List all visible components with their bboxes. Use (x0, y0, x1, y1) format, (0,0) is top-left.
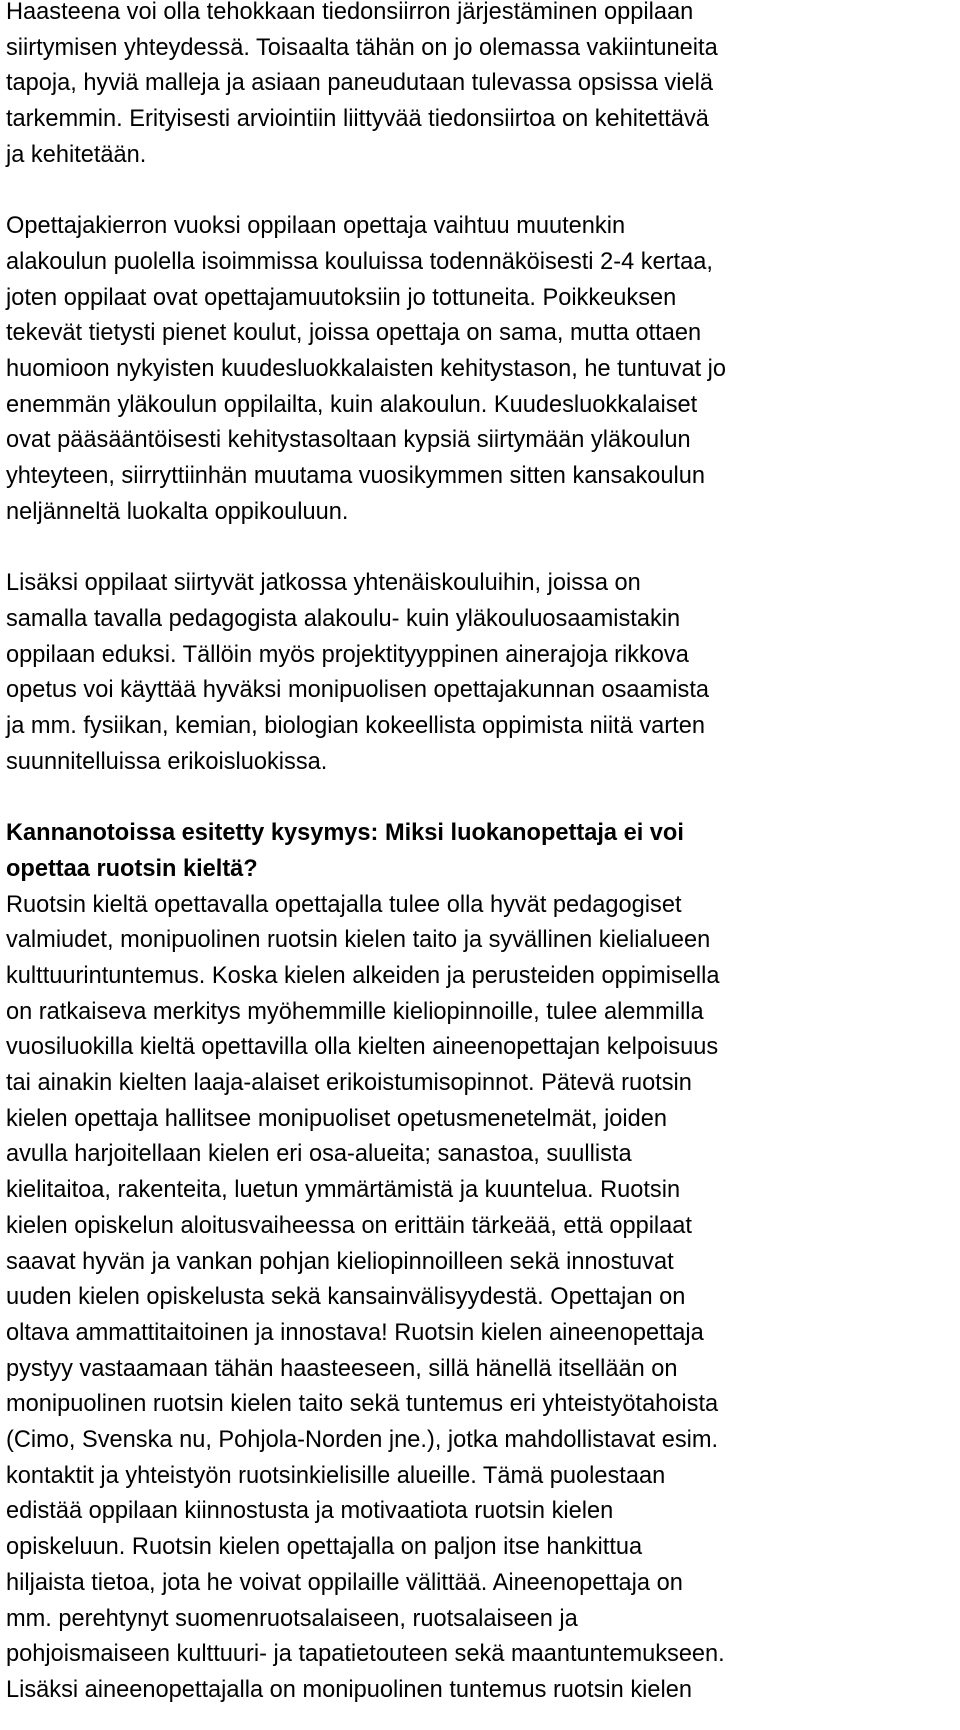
text-line: kielen opiskelun aloitusvaiheessa on erittäin tärkeää, että oppilaat (6, 1212, 692, 1239)
paragraph-spacer (6, 174, 956, 210)
text-line: opetus voi käyttää hyväksi monipuolisen opettajakunnan osaamista (6, 677, 709, 704)
text-line: ovat pääsääntöisesti kehitystasoltaan kypsiä siirtymään yläkoulun (6, 427, 691, 454)
text-line: joten oppilaat ovat opettajamuutoksiin jo tottuneita. Poikkeuksen (6, 284, 677, 311)
text-line: huomioon nykyisten kuudesluokkalaisten kehitystason, he tuntuvat jo (6, 356, 727, 383)
text-line: Opettajakierron vuoksi oppilaan opettaja vaihtuu muutenkin (6, 213, 626, 240)
paragraph-spacer (6, 531, 956, 567)
text-line: alakoulun puolella isoimmissa kouluissa todennäköisesti 2-4 kertaa, (6, 248, 713, 275)
text-line: Lisäksi aineenopettajalla on monipuolinen tuntemus ruotsin kielen (6, 1677, 692, 1703)
text-line: (Cimo, Svenska nu, Pohjola-Norden jne.), jotka mahdollistavat esim. (6, 1427, 719, 1454)
text-line: suunnitelluissa erikoisluokissa. (6, 748, 328, 775)
paragraph-ruotsin-opettaja (6, 888, 956, 1709)
text-line: avulla harjoitellaan kielen eri osa-alueita; sanastoa, suullista (6, 1141, 632, 1168)
document-page (6, 0, 956, 1709)
text-line: enemmän yläkoulun oppilailta, kuin alakoulun. Kuudesluokkalaiset (6, 391, 698, 418)
text-line: valmiudet, monipuolinen ruotsin kielen taito ja syvällinen kielialueen (6, 927, 711, 954)
text-line: siirtymisen yhteydessä. Toisaalta tähän on jo olemassa vakiintuneita (6, 34, 718, 61)
paragraph-opettajakierto (6, 209, 956, 530)
text-line: hiljaista tietoa, jota he voivat oppilaille välittää. Aineenopettaja on (6, 1569, 683, 1596)
text-line: tarkemmin. Erityisesti arviointiin liittyvää tiedonsiirtoa on kehitettävä (6, 106, 709, 133)
text-line: ja kehitetään. (6, 141, 147, 168)
text-line: kielen opettaja hallitsee monipuoliset opetusmenetelmät, joiden (6, 1105, 668, 1132)
text-line: yhteyteen, siirryttiinhän muutama vuosikymmen sitten kansakoulun (6, 463, 705, 490)
text-line: edistää oppilaan kiinnostusta ja motivaatiota ruotsin kielen (6, 1498, 614, 1525)
text-line: tapoja, hyviä malleja ja asiaan paneudutaan tulevassa opsissa vielä (6, 70, 713, 97)
text-line: kulttuurintuntemus. Koska kielen alkeiden ja perusteiden oppimisella (6, 962, 720, 989)
paragraph-tiedonsiirto (6, 0, 956, 174)
paragraph-yhtenaiskoulut (6, 566, 956, 780)
text-line: neljänneltä luokalta oppikouluun. (6, 498, 349, 525)
text-line: samalla tavalla pedagogista alakoulu- kuin yläkouluosaamistakin (6, 605, 681, 632)
text-line: Lisäksi oppilaat siirtyvät jatkossa yhtenäiskouluihin, joissa on (6, 570, 641, 597)
text-line: tekevät tietysti pienet koulut, joissa opettaja on sama, mutta ottaen (6, 320, 702, 347)
text-line: uuden kielen opiskelusta sekä kansainvälisyydestä. Opettajan on (6, 1284, 686, 1311)
heading-line: opettaa ruotsin kieltä? (6, 855, 258, 882)
text-line: tai ainakin kielten laaja-alaiset erikoistumisopinnot. Pätevä ruotsin (6, 1070, 692, 1097)
text-line: pohjoismaiseen kulttuuri- ja tapatietouteen sekä maantuntemukseen. (6, 1641, 725, 1668)
text-line: mm. perehtynyt suomenruotsalaiseen, ruotsalaiseen ja (6, 1605, 578, 1632)
text-line: kielitaitoa, rakenteita, luetun ymmärtämistä ja kuuntelua. Ruotsin (6, 1177, 681, 1204)
text-line: monipuolinen ruotsin kielen taito sekä tuntemus eri yhteistyötahoista (6, 1391, 719, 1418)
text-line: pystyy vastaamaan tähän haasteeseen, sillä hänellä itsellään on (6, 1355, 678, 1382)
text-line: on ratkaiseva merkitys myöhemmille kieliopinnoille, tulee alemmilla (6, 998, 704, 1025)
text-line: Haasteena voi olla tehokkaan tiedonsiirron järjestäminen oppilaan (6, 0, 694, 25)
text-line: oppilaan eduksi. Tällöin myös projektityyppinen ainerajoja rikkova (6, 641, 689, 668)
heading-line: Kannanotoissa esitetty kysymys: Miksi luokanopettaja ei voi (6, 820, 684, 847)
text-line: vuosiluokilla kieltä opettavilla olla kielten aineenopettajan kelpoisuus (6, 1034, 719, 1061)
text-line: kontaktit ja yhteistyön ruotsinkielisille alueille. Tämä puolestaan (6, 1462, 666, 1489)
text-line: Ruotsin kieltä opettavalla opettajalla tulee olla hyvät pedagogiset (6, 891, 682, 918)
text-line: saavat hyvän ja vankan pohjan kieliopinnoilleen sekä innostuvat (6, 1248, 674, 1275)
text-line: opiskeluun. Ruotsin kielen opettajalla on paljon itse hankittua (6, 1534, 643, 1561)
section-heading (6, 816, 956, 887)
paragraph-spacer (6, 780, 956, 816)
text-line: ja mm. fysiikan, kemian, biologian kokeellista oppimista niitä varten (6, 713, 705, 740)
text-line: oltava ammattitaitoinen ja innostava! Ruotsin kielen aineenopettaja (6, 1319, 704, 1346)
